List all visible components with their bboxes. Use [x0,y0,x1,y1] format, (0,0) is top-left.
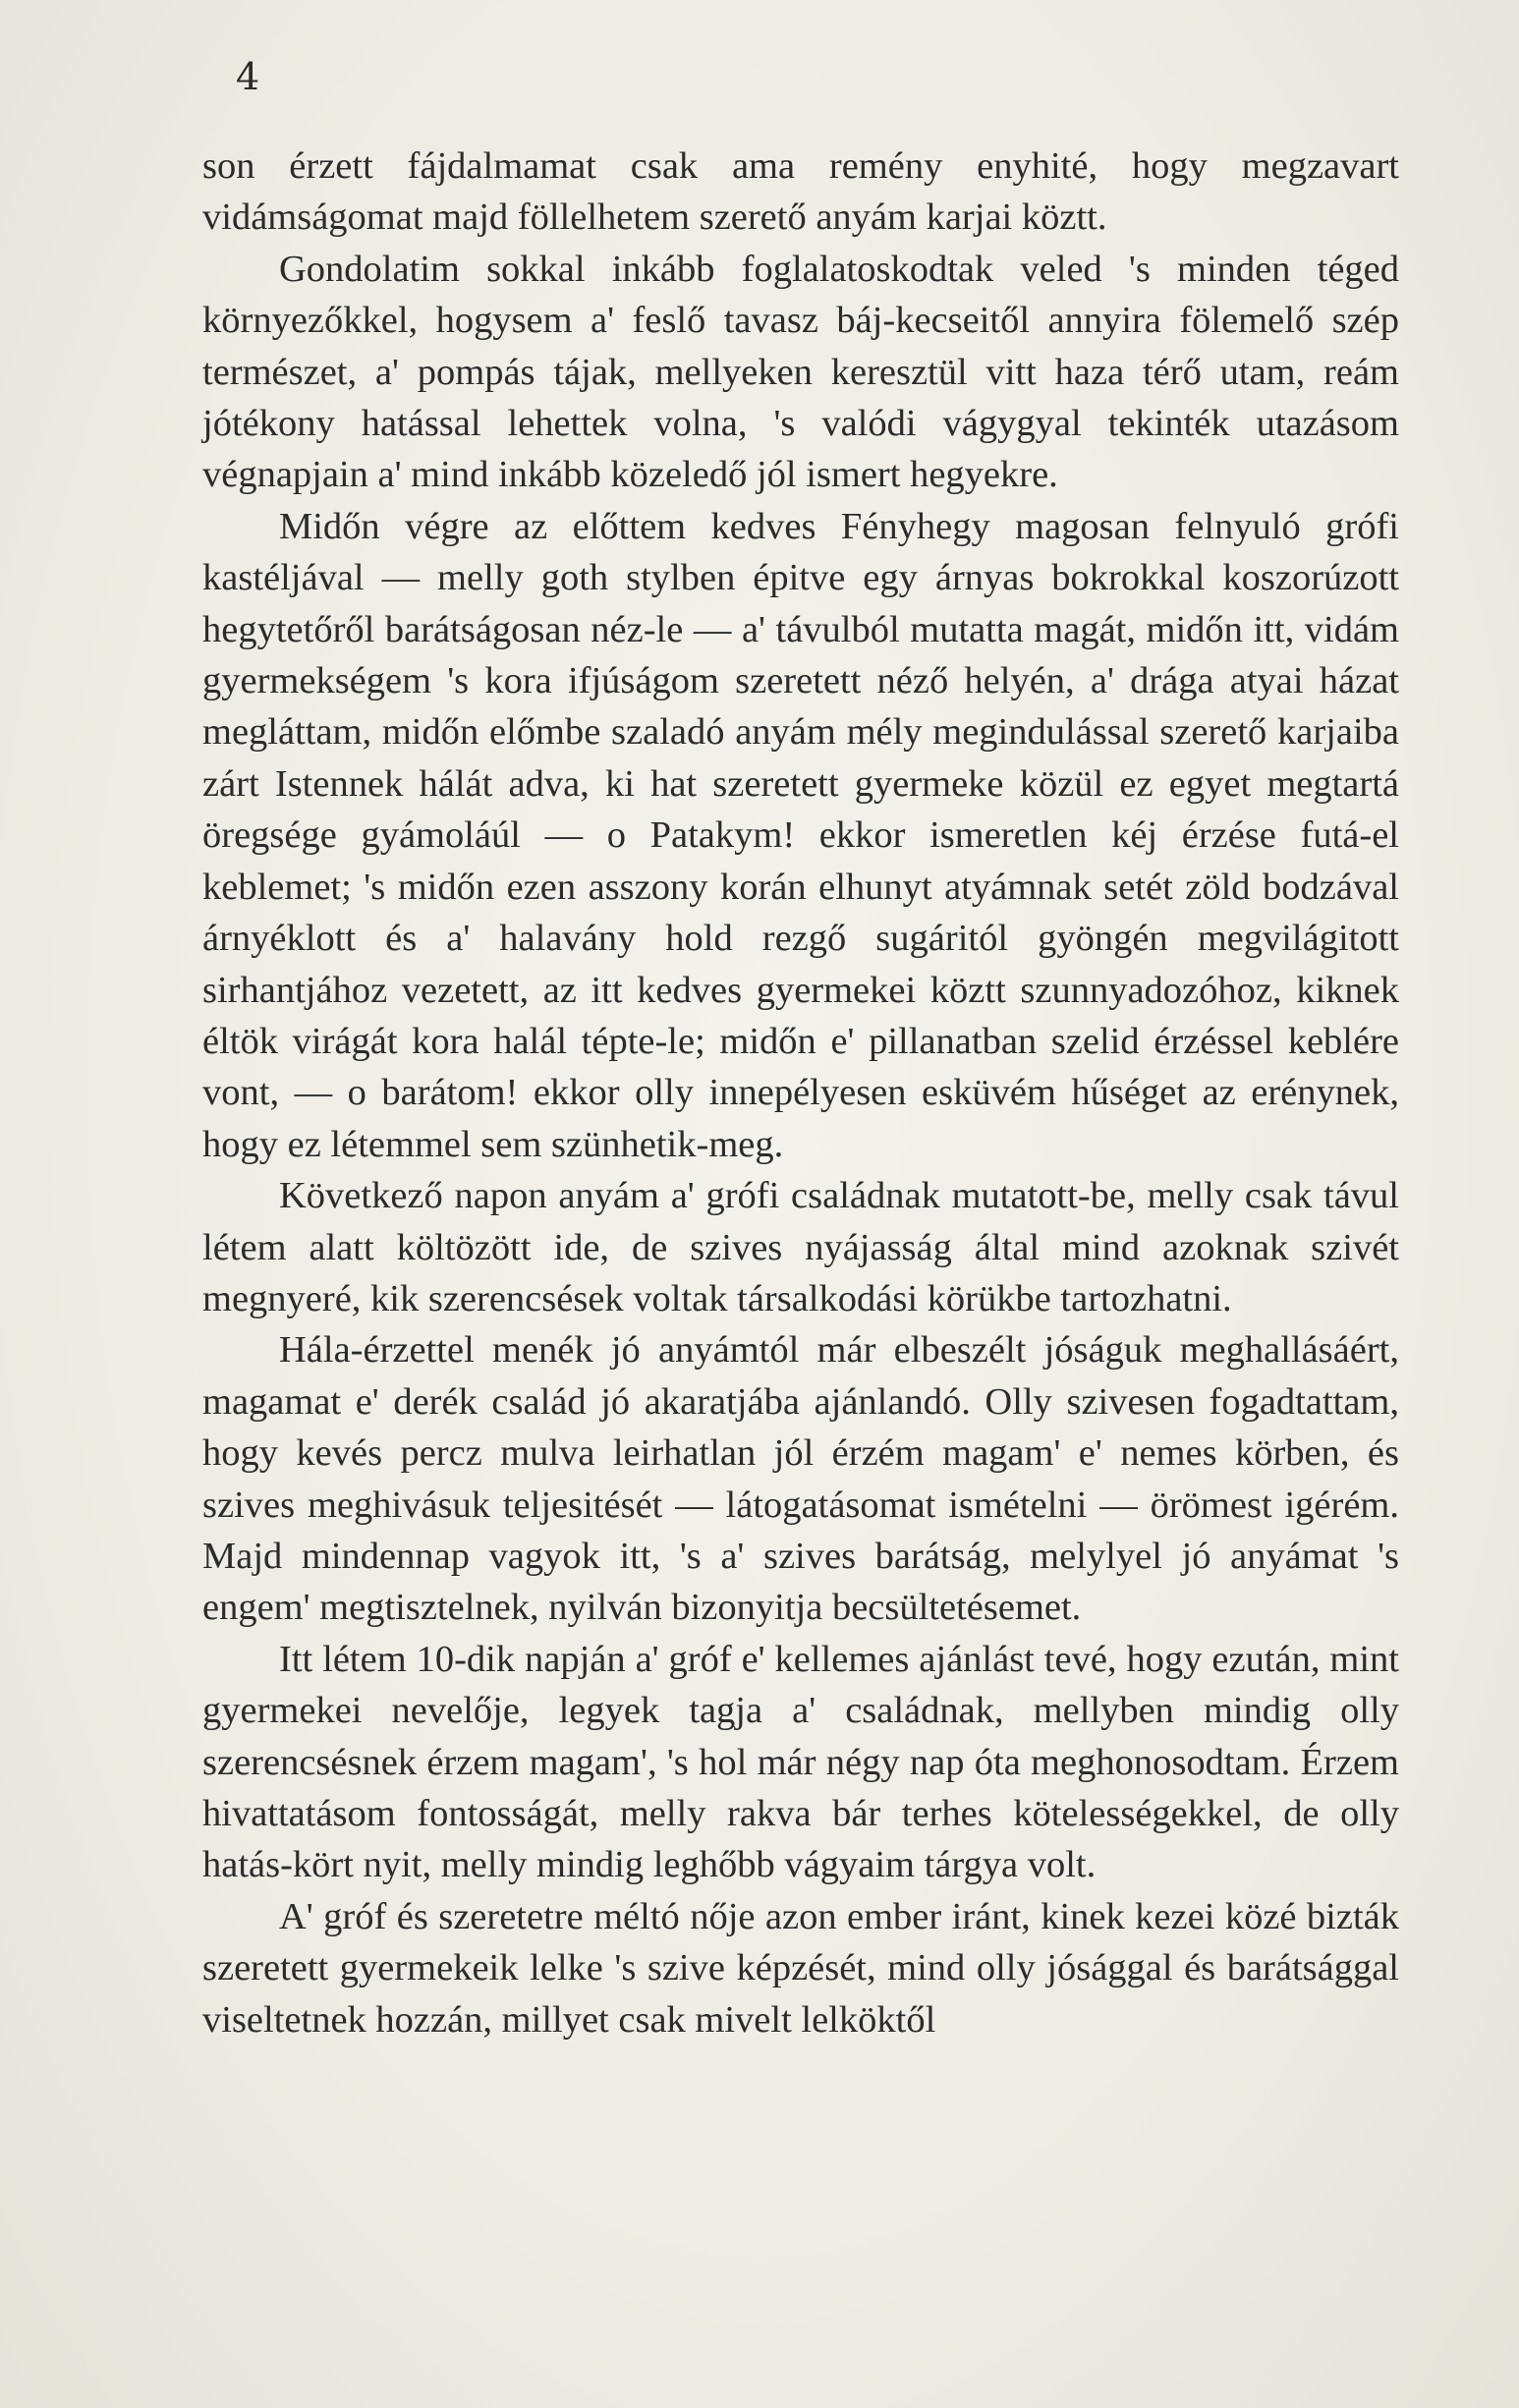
paragraph-1: son érzett fájdalmamat csak ama remény enyhité, hogy megzavart vidámságomat majd föllelhetem szerető anyám karjai köztt. [202,145,1399,239]
paragraph-7: A' gróf és szeretetre méltó nője azon ember iránt, kinek kezei közé bizták szeretett gyermekeik lelke 's szive képzését, mind olly jósággal és barátsággal viseltetnek hozzán, millyet csak mivelt lelköktől [202,1895,1399,2041]
paragraph-4: Következő napon anyám a' grófi családnak mutatott-be, melly csak távul létem alatt költözött ide, de szives nyájasság által mind azoknak szivét megnyeré, kik szerencsések voltak társalkodási körükbe tartozhatni. [202,1175,1399,1319]
page-number: 4 [236,55,260,98]
paragraph-5: Hála-érzettel menék jó anyámtól már elbeszélt jóságuk meghallásáért, magamat e' derék család jó akaratjába ajánlandó. Olly szivesen fogadtattam, hogy kevés percz mulva leirhatlan jól érzém magam' e' nemes körben, és szives meghivásuk teljesitését — látogatásomat ismételni — örömest igérém. Majd mindennap vagyok itt, 's a' szives barátság, melylyel jó anyámat 's engem' megtisztelnek, nyilván bizonyitja becsültetésemet. [202,1329,1399,1629]
paragraph-3: Midőn végre az előttem kedves Fényhegy magosan felnyuló grófi kastéljával — melly goth stylben épitve egy árnyas bokrokkal koszorúzott hegytetőről barátságosan néz-le — a' távulból mutatta magát, midőn itt, vidám gyermekségem 's kora ifjúságom szeretett néző helyén, a' drága atyai házat megláttam, midőn előmbe szaladó anyám mély megindulással szerető karjaiba zárt Istennek hálát adva, ki hat szeretett gyermeke közül ez egyet megtartá öregsége gyámoláúl — o Patakym! ekkor ismeretlen kéj érzése futá-el keblemet; 's midőn ezen asszony korán elhunyt atyámnak setét zöld bodzával árnyéklott és a' halavány hold rezgő sugáritól gyöngén megvilágitott sirhantjához vezetett, az itt kedves gyermekei köztt szunnyadozóhoz, kiknek éltök virágát kora halál tépte-le; midőn e' pillanatban szelid érzéssel keblére vont, — o barátom! ekkor olly innepélyesen esküvém hűséget az erénynek, hogy ez létemmel sem szünhetik-meg. [202,505,1399,1165]
paragraph-6: Itt létem 10-dik napján a' gróf e' kellemes ajánlást tevé, hogy ezután, mint gyermekei nevelője, legyek tagja a' családnak, mellyben mindig olly szerencsésnek érzem magam', 's hol már négy nap óta meghonosodtam. Érzem hivattatásom fontosságát, melly rakva bár terhes kötelességekkel, de olly hatás-kört nyit, melly mindig leghőbb vágyaim tárgya volt. [202,1638,1399,1886]
paragraph-2: Gondolatim sokkal inkább foglalatoskodtak veled 's minden téged környezőkkel, hogysem a' feslő tavasz báj-kecseitől annyira fölemelő szép természet, a' pompás tájak, mellyeken keresztül vitt haza térő utam, reám jótékony hatással lehettek volna, 's valódi vágygyal tekinték utazásom végnapjain a' mind inkább közeledő jól ismert hegyekre. [202,248,1399,496]
body-text [202,140,1399,2045]
